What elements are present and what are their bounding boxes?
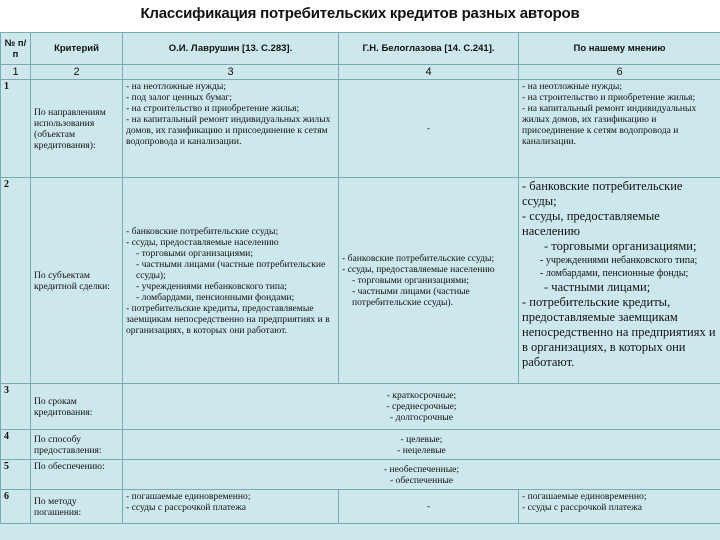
list-item: - на неотложные нужды; <box>522 81 623 92</box>
table-row <box>1 460 720 490</box>
row-lavrushin <box>123 80 339 178</box>
list-item: - необеспеченные; <box>383 463 460 475</box>
table-area <box>0 32 720 540</box>
list-item: - торговыми организациями; <box>544 239 697 253</box>
row-criterion: По способу предоставления: <box>31 430 123 460</box>
row-criterion: По субъектам кредитной сделки: <box>31 178 123 384</box>
column-number: 2 <box>31 65 123 80</box>
list-item: - ссуды, предоставляемые населению <box>522 209 660 238</box>
list-item: - частными лицами (частные потребительские ссуды); <box>136 258 326 281</box>
column-number: 1 <box>1 65 31 80</box>
list-item: - потребительские кредиты, предоставляемые заемщикам непосредственно на предприятиях и в организациях, в которых они работают. <box>522 295 716 369</box>
list-item: - частными лицами; <box>544 280 651 294</box>
row-lavrushin <box>123 178 339 384</box>
list-item: - учреждениями небанковского типа; <box>136 280 287 292</box>
header-beloglazova: Г.Н. Белоглазова [14. С.241]. <box>339 33 519 65</box>
row-criterion: По методу погашения: <box>31 490 123 524</box>
row-beloglazova: - <box>339 80 519 178</box>
list-item: - учреждениями небанковского типа; <box>540 255 698 266</box>
table-row <box>1 178 720 384</box>
row-ours <box>519 490 720 524</box>
column-number: 6 <box>519 65 720 80</box>
row-number: 5 <box>1 460 31 490</box>
row-ours <box>519 80 720 178</box>
list-item: - банковские потребительские ссуды; <box>126 225 279 237</box>
list-item: - краткосрочные; <box>386 390 457 401</box>
list-item: - ссуды, предоставляемые населению <box>342 264 495 275</box>
row-number: 2 <box>1 178 31 384</box>
header-ours: По нашему мнению <box>519 33 720 65</box>
table-row <box>1 490 720 524</box>
page-title: Классификация потребительских кредитов разных авторов <box>140 5 580 22</box>
list-item: - банковские потребительские ссуды; <box>342 253 495 264</box>
row-number: 4 <box>1 430 31 460</box>
list-item: - ломбардами, пенсионные фонды; <box>540 268 689 279</box>
list-item: - долгосрочные <box>390 412 453 423</box>
list-item: - ломбардами, пенсионными фондами; <box>136 291 295 303</box>
row-merged-values <box>123 384 720 430</box>
row-beloglazova <box>339 178 519 384</box>
list-item: - на строительство и приобретение жилья; <box>522 92 696 103</box>
list-item: - торговыми организациями; <box>136 247 253 259</box>
table-row <box>1 384 720 430</box>
row-criterion: По направлениям использования (объектам кредитования): <box>31 80 123 178</box>
list-item: - торговыми организациями; <box>352 275 469 286</box>
list-item: - на неотложные нужды; <box>126 81 227 92</box>
row-criterion: По срокам кредитования: <box>31 384 123 430</box>
row-number: 3 <box>1 384 31 430</box>
classification-table <box>0 32 720 524</box>
list-item: - среднесрочные; <box>386 401 457 412</box>
list-item: - нецелевые <box>397 444 446 456</box>
table-header-row <box>1 33 720 65</box>
list-item: - на капитальный ремонт индивидуальных жилых домов, их газификацию и присоединение к сетям водопровода и канализации. <box>522 103 697 147</box>
list-item: - целевые; <box>400 433 443 445</box>
row-merged-values <box>123 430 720 460</box>
row-number: 6 <box>1 490 31 524</box>
row-number: 1 <box>1 80 31 178</box>
table-row <box>1 80 720 178</box>
list-item: - обеспеченные <box>389 474 454 486</box>
table-row <box>1 430 720 460</box>
column-number: 3 <box>123 65 339 80</box>
header-lavrushin: О.И. Лаврушин [13. С.283]. <box>123 33 339 65</box>
list-item: - на капитальный ремонт индивидуальных жилых домов, их газификацию и присоединение к сетям водопровода и канализации. <box>126 114 331 147</box>
column-number-row <box>1 65 720 80</box>
list-item: - ссуды с рассрочкой платежа <box>126 502 247 513</box>
header-number: № п/п <box>1 33 31 65</box>
column-number: 4 <box>339 65 519 80</box>
list-item: - потребительские кредиты, предоставляемые заемщикам непосредственно на предприятиях и в организациях, в которых они работают. <box>126 302 330 336</box>
list-item: - частными лицами (частные потребительские ссуды). <box>352 286 470 308</box>
row-ours <box>519 178 720 384</box>
list-item: - погашаемые единовременно; <box>126 491 251 502</box>
header-criterion: Критерий <box>31 33 123 65</box>
list-item: - на строительство и приобретение жилья; <box>126 103 300 114</box>
row-criterion: По обеспечению: <box>31 460 123 490</box>
row-lavrushin <box>123 490 339 524</box>
list-item: - банковские потребительские ссуды; <box>522 179 683 208</box>
list-item: - ссуды с рассрочкой платежа <box>522 502 643 513</box>
list-item: - под залог ценных бумаг; <box>126 92 232 103</box>
list-item: - погашаемые единовременно; <box>522 491 647 502</box>
row-merged-values <box>123 460 720 490</box>
row-beloglazova: - <box>339 490 519 524</box>
list-item: - ссуды, предоставляемые населению <box>126 236 279 248</box>
